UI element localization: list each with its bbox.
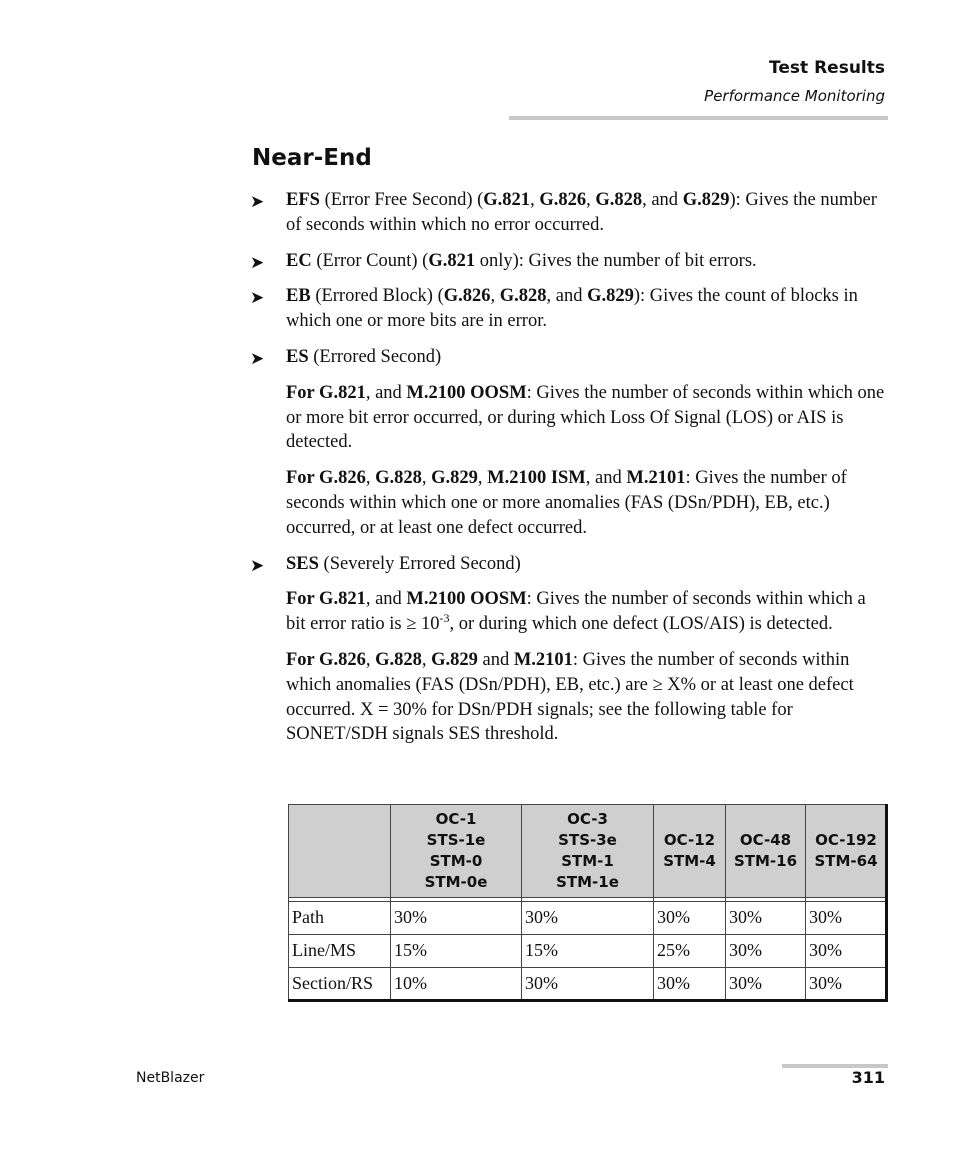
header-line: STM-4	[663, 852, 716, 870]
text: ): Gives the count of blocks in which one or more bits are in error.	[286, 286, 858, 332]
row-label: Path	[289, 902, 391, 935]
arrow-bullet-icon: ➤	[250, 192, 265, 211]
text: : Gives the number of seconds within which one or more bit error occurred, or during which Loss Of Signal (LOS) or AIS is detected.	[286, 382, 885, 453]
table-shadow-bottom	[288, 999, 888, 1002]
text: ,	[421, 649, 432, 670]
term: EC	[286, 250, 312, 271]
table-cell: 30%	[391, 902, 522, 935]
header-cell-blank	[289, 805, 391, 898]
text: : Gives the number of seconds within which a bit error ratio is ≥ 10	[286, 589, 866, 635]
text: : Gives the number of seconds within which one or more anomalies (FAS (DSn/PDH), EB, etc.) occurred, or at least one defect occurred.	[286, 468, 847, 538]
term: SES	[286, 553, 319, 574]
standard: M.2101	[513, 649, 573, 670]
standard: M.2100 OOSM	[406, 382, 527, 403]
arrow-bullet-icon: ➤	[250, 288, 265, 308]
header-line: OC-48	[739, 831, 792, 849]
es-paragraph-g821	[286, 381, 886, 455]
list-item-ses	[250, 552, 886, 577]
list-item-ec	[250, 249, 886, 274]
header-line: STM-64	[814, 852, 878, 870]
header-line: OC-1	[435, 810, 477, 828]
table-cell: 30%	[654, 902, 726, 935]
header-line: STM-0e	[424, 873, 488, 891]
header-line: OC-12	[663, 831, 716, 849]
text: ,	[365, 468, 376, 489]
term: EB	[286, 286, 311, 307]
table-cell: 30%	[806, 902, 887, 935]
ses-threshold-table-wrapper	[288, 804, 888, 1001]
standard: G.829	[431, 649, 478, 670]
table-cell: 30%	[522, 902, 654, 935]
text: ,	[490, 286, 500, 307]
arrow-bullet-icon: ➤	[250, 555, 265, 575]
text: : Gives the number of seconds within which anomalies (FAS (DSn/PDH), EB, etc.) are ≥ X% or at least one defect occurred. X = 30% for DSn/PDH signals; see the following table for SONET/SDH signals SES threshold.	[286, 649, 854, 745]
text: , and	[585, 468, 627, 489]
arrow-bullet-icon: ➤	[250, 252, 265, 272]
table-cell: 25%	[654, 935, 726, 968]
text: , and	[365, 382, 407, 403]
section-heading: Near-End	[252, 145, 372, 171]
text: (Error Free Second) (	[319, 190, 484, 210]
table-row	[289, 935, 887, 968]
text: , and	[546, 286, 588, 307]
header-cell-oc3	[522, 805, 654, 898]
header-cell-oc12	[654, 805, 726, 898]
table-cell: 15%	[522, 935, 654, 968]
text: (Errored Block) (	[310, 286, 444, 307]
ses-paragraph-g821	[286, 587, 886, 637]
arrow-bullet-icon: ➤	[250, 348, 265, 368]
standard: For G.821	[286, 589, 366, 610]
header-cell-oc192	[806, 805, 887, 898]
standard: G.828	[595, 190, 643, 210]
table-cell: 30%	[806, 968, 887, 1001]
header-line: OC-192	[815, 831, 877, 849]
header-line: OC-3	[567, 810, 608, 828]
running-header-subtitle: Performance Monitoring	[704, 87, 885, 105]
table-row	[289, 968, 887, 1001]
term: ES	[286, 346, 309, 367]
standard: G.821	[428, 250, 476, 271]
table-cell: 30%	[726, 902, 806, 935]
list-item-efs	[250, 188, 886, 238]
header-line: STM-1	[561, 852, 614, 870]
text: ,	[530, 190, 540, 210]
table-row	[289, 902, 887, 935]
ses-threshold-table	[288, 804, 887, 1001]
table-cell: 30%	[726, 968, 806, 1001]
definition-list	[250, 188, 886, 758]
table-cell: 30%	[806, 935, 887, 968]
header-line: STS-3e	[558, 831, 617, 849]
text: only): Gives the number of bit errors.	[475, 250, 757, 271]
table-cell: 15%	[391, 935, 522, 968]
standard: G.826	[539, 190, 587, 210]
text: ,	[365, 649, 376, 670]
row-label: Line/MS	[289, 935, 391, 968]
standard: M.2101	[626, 468, 686, 489]
running-header-title: Test Results	[769, 58, 885, 78]
ses-paragraph-g826	[286, 648, 886, 747]
standard: G.829	[431, 468, 478, 489]
row-label: Section/RS	[289, 968, 391, 1001]
text: and	[477, 649, 514, 670]
text: ,	[586, 190, 596, 210]
text: ,	[421, 468, 432, 489]
table-cell: 30%	[654, 968, 726, 1001]
text: , and	[365, 589, 407, 610]
list-item-eb	[250, 284, 886, 334]
standard: G.826	[443, 286, 491, 307]
exponent: -3	[439, 611, 450, 626]
standard: G.828	[375, 468, 422, 489]
header-line: STM-16	[733, 852, 798, 870]
term: EFS	[286, 190, 320, 210]
header-rule	[509, 116, 888, 120]
standard: For G.826	[286, 468, 366, 489]
standard: G.828	[375, 649, 422, 670]
standard: G.829	[587, 286, 634, 307]
standard: M.2100 OOSM	[406, 589, 527, 610]
list-item-es	[250, 345, 886, 370]
text: (Severely Errored Second)	[318, 553, 521, 574]
text: ): Gives the number of seconds within which no error occurred.	[286, 190, 877, 235]
header-line: STS-1e	[426, 831, 486, 849]
text: (Error Count) (	[311, 250, 429, 271]
header-cell-oc1	[391, 805, 522, 898]
standard: G.821	[483, 190, 531, 210]
header-line: STM-1e	[556, 873, 619, 891]
table-cell: 10%	[391, 968, 522, 1001]
standard: For G.821	[286, 382, 366, 403]
standard: M.2100 ISM	[487, 468, 586, 489]
page-number: 311	[851, 1068, 885, 1087]
text: ,	[477, 468, 488, 489]
es-paragraph-g826	[286, 466, 886, 540]
text: , or during which one defect (LOS/AIS) is detected.	[449, 614, 833, 635]
header-line: STM-0	[429, 852, 483, 870]
standard: G.828	[499, 286, 547, 307]
table-shadow-right	[885, 804, 888, 1001]
table-cell: 30%	[522, 968, 654, 1001]
standard: G.829	[682, 190, 730, 210]
text: , and	[642, 190, 683, 210]
table-cell: 30%	[726, 935, 806, 968]
text: (Errored Second)	[308, 346, 442, 367]
footer-product-name: NetBlazer	[136, 1070, 205, 1086]
header-cell-oc48	[726, 805, 806, 898]
standard: For G.826	[286, 649, 366, 670]
table-header-row	[289, 805, 887, 898]
